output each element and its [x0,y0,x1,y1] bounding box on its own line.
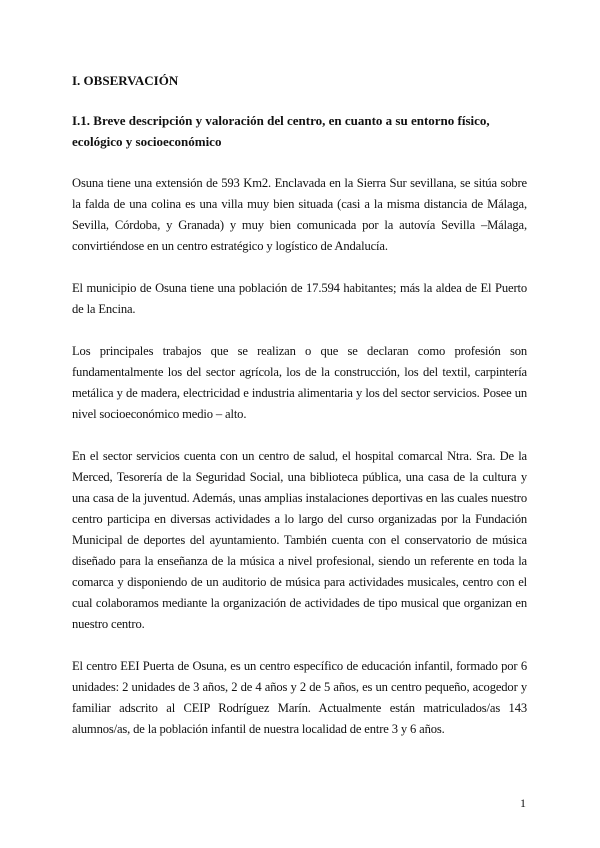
page-number: 1 [520,796,526,810]
subsection-heading: I.1. Breve descripción y valoración del centro, en cuanto a su entorno físico, ecológico y socioeconómico [72,113,490,149]
paragraph-economy: Los principales trabajos que se realizan o que se declaran como profesión son fundamentalmente los del sector agrícola, los de la construcción, los del textil, carpintería metálica y de madera, electricidad e industria alimentaria y los del sector servicios. Posee un nivel socioeconómico medio – alto. [72,344,527,421]
paragraph-school: El centro EEI Puerta de Osuna, es un centro específico de educación infantil, formado por 6 unidades: 2 unidades de 3 años, 2 de 4 años y 2 de 5 años, es un centro pequeño, acogedor y familiar adscrito al CEIP Rodríguez Marín. Actualmente están matriculados/as 143 alumnos/as, de la población infantil de nuestra localidad de entre 3 y 6 años. [72,659,527,736]
paragraph-location: Osuna tiene una extensión de 593 Km2. Enclavada en la Sierra Sur sevillana, se sitúa sobre la falda de una colina es una villa muy bien situada (casi a la misma distancia de Málaga, Sevilla, Córdoba, y Granada) y muy bien comunicada por la autovía Sevilla –Málaga, convirtiéndose en un centro estratégico y logístico de Andalucía. [72,176,527,253]
paragraph-services: En el sector servicios cuenta con un centro de salud, el hospital comarcal Ntra. Sra. De la Merced, Tesorería de la Seguridad Social, una biblioteca pública, una casa de la cultura y una casa de la juventud. Además, unas amplias instalaciones deportivas en las cuales nuestro centro participa en diversas actividades a lo largo del curso organizadas por la Fundación Municipal de deportes del ayuntamiento. También cuenta con el conservatorio de música diseñado para la enseñanza de la música a nivel profesional, siendo un referente en toda la comarca y disponiendo de un auditorio de música para actividades musicales, centro con el cual colaboramos mediante la organización de actividades de tipo musical que organizan en nuestro centro. [72,449,527,631]
paragraph-population: El municipio de Osuna tiene una población de 17.594 habitantes; más la aldea de El Puerto de la Encina. [72,281,527,316]
page-content [72,70,527,761]
section-heading: I. OBSERVACIÓN [72,73,179,88]
